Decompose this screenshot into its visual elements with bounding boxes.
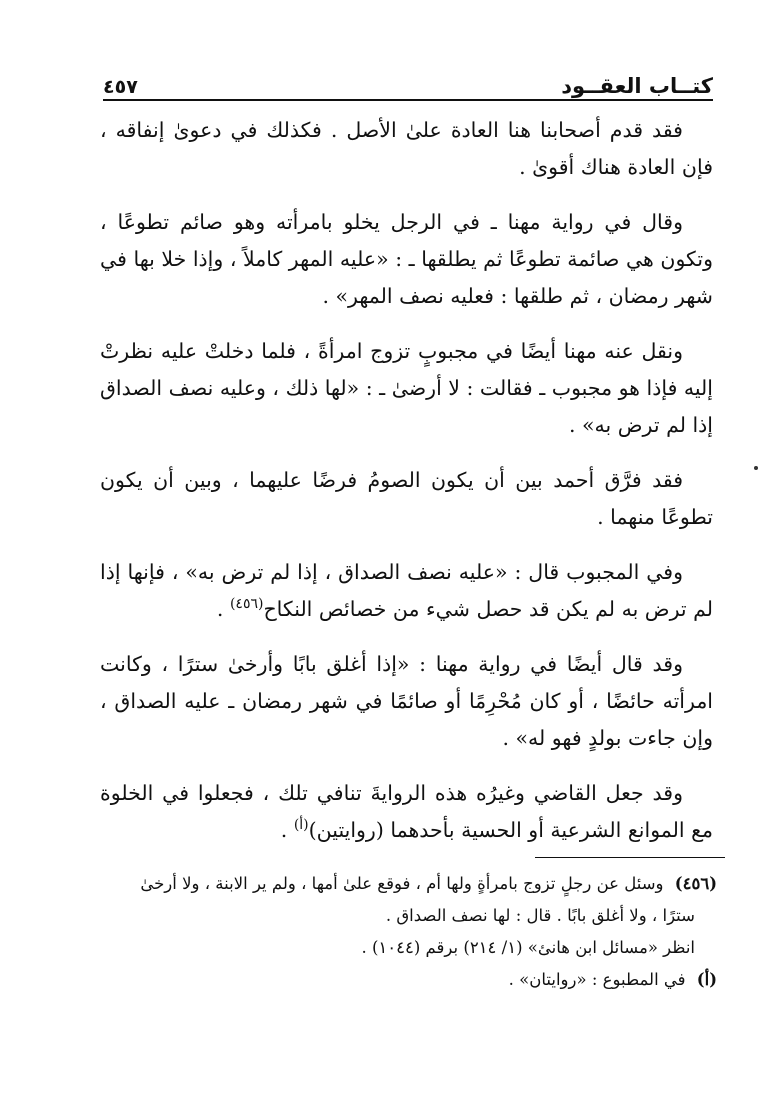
paragraph-4: فقد فرَّق أحمد بين أن يكون الصومُ فرضًا عليهما ، وبين أن يكون تطوعًا منهما . (100, 468, 713, 529)
paragraph-7-text: وقد جعل القاضي وغيرُه هذه الروايةَ تنافي تلك ، فجعلوا في الخلوة مع الموانع الشرعية أو الحسية بأحدهما (روايتين) (100, 781, 713, 842)
footnotes (105, 868, 717, 996)
footnote-456 (105, 868, 717, 900)
footnote-456-number: (٤٥٦) (674, 874, 717, 893)
running-title: كتــاب العقــود (561, 74, 713, 98)
footnote-ref-a[interactable]: (أ) (293, 817, 309, 834)
paragraph-5: وفي المجبوب قال : «عليه نصف الصداق ، إذا لم ترض به» ، فإنها إذا لم ترض به لم يكن قد حصل شيء من خصائص النكاح$^{(٤٥٦)}$ . (100, 560, 713, 621)
footnote-rule (535, 857, 725, 858)
footnote-456-line-1: وسئل عن رجلٍ تزوج بامرأةٍ ولها أم ، فوقع علىٰ أمها ، ولم ير الابنة ، ولا أرخىٰ (140, 874, 664, 893)
paragraph-3: ونقل عنه مهنا أيضًا في مجبوبٍ تزوج امرأةً ، فلما دخلتْ عليه نظرتْ إليه فإذا هو مجبوب ـ فقالت : لا أرضىٰ ـ : «لها ذلك ، وعليه نصف الصداق إذا لم ترض به» . (100, 339, 713, 437)
page-number: ٤٥٧ (103, 76, 138, 98)
footnote-a (105, 964, 717, 996)
paragraph-2: وقال في رواية مهنا ـ في الرجل يخلو بامرأته وهو صائم تطوعًا ، وتكون هي صائمة تطوعًا ثم يطلقها ـ : «عليه المهر كاملاً ، وإذا خلا بها في شهر رمضان ، ثم طلقها : فعليه نصف المهر» . (100, 210, 713, 308)
footnote-a-text: في المطبوع : «روايتان» . (508, 970, 686, 989)
paragraph-5-text: وفي المجبوب قال : «عليه نصف الصداق ، إذا لم ترض به» ، فإنها إذا لم ترض به لم يكن قد حصل شيء من خصائص النكاح (100, 560, 713, 621)
footnote-456-line-3: انظر «مسائل ابن هانئ» (١/ ٢١٤) برقم (١٠٤٤) . (361, 938, 695, 957)
header-rule (103, 99, 713, 101)
paragraph-7: وقد جعل القاضي وغيرُه هذه الروايةَ تنافي تلك ، فجعلوا في الخلوة مع الموانع الشرعية أو الحسية بأحدهما (روايتين)$^{(أ)}$ . (100, 781, 713, 842)
margin-dot (754, 466, 758, 470)
footnote-a-number: (أ) (696, 970, 717, 989)
footnote-ref-456[interactable]: (٤٥٦) (229, 596, 264, 613)
main-text (100, 112, 713, 867)
paragraph-1: فقد قدم أصحابنا هنا العادة علىٰ الأصل . فكذلك في دعوىٰ إنفاقه ، فإن العادة هناك أقوىٰ . (100, 118, 713, 179)
footnote-456-line-2: سترًا ، ولا أغلق بابًا . قال : لها نصف الصداق . (385, 906, 695, 925)
page-header (103, 64, 713, 98)
paragraph-6: وقد قال أيضًا في رواية مهنا : «إذا أغلق بابًا وأرخىٰ سترًا ، وكانت امرأته حائضًا ، أو كان مُحْرِمًا أو صائمًا في شهر رمضان ـ عليه الصداق ، وإن جاءت بولدٍ فهو له» . (100, 652, 713, 750)
